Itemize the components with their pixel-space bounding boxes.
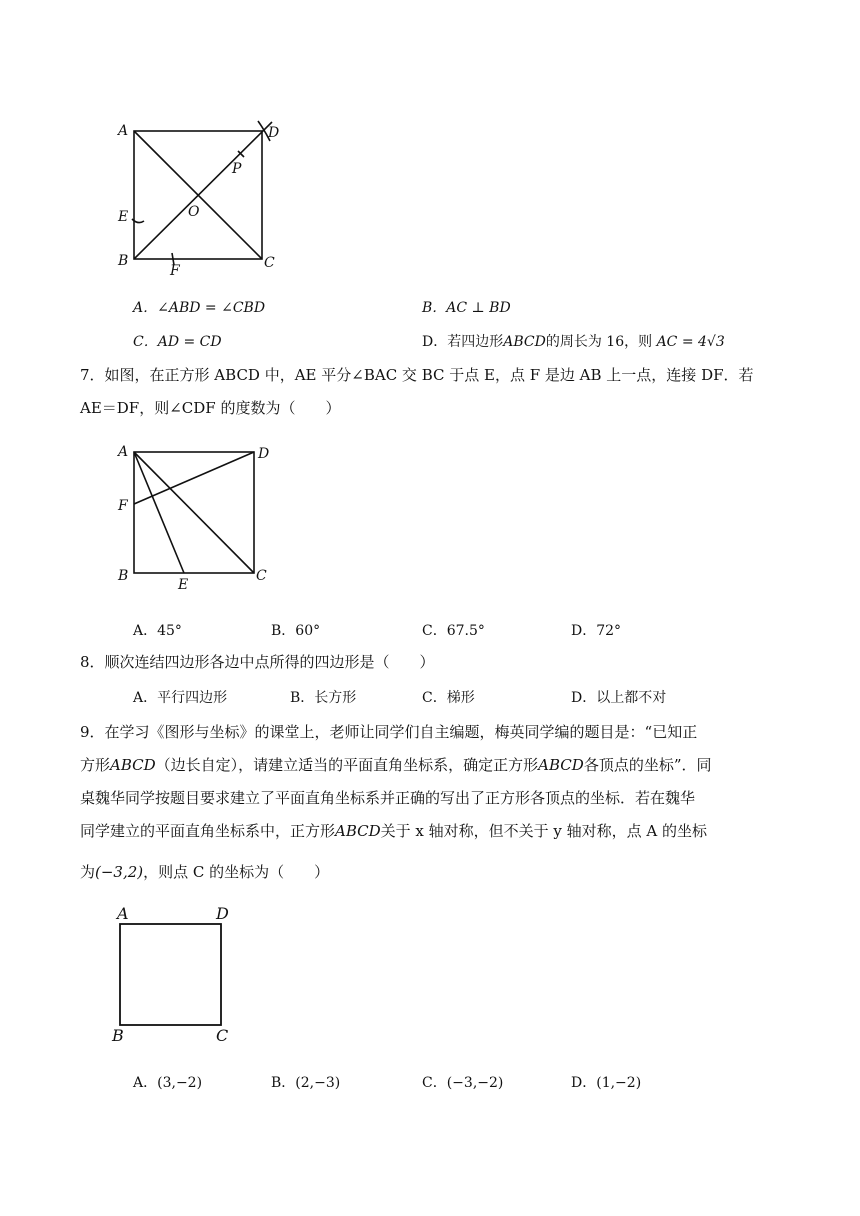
q9-line1: 9．在学习《图形与坐标》的课堂上，老师让同学们自主编题，梅英同学编的题目是：“已知正 bbox=[80, 723, 698, 741]
label-c: C bbox=[256, 568, 267, 584]
label-f: F bbox=[118, 498, 128, 514]
q8-option-b: B．长方形 bbox=[290, 690, 357, 706]
q7-text-line2: AE＝DF，则∠CDF 的度数为（ ） bbox=[80, 399, 341, 417]
diagonal-ac bbox=[134, 452, 254, 573]
label-f: F bbox=[170, 263, 180, 279]
q8-option-d: D．以上都不对 bbox=[571, 690, 667, 706]
q9-option-a: A．(3,−2) bbox=[133, 1075, 203, 1091]
q6-option-a: A．∠ABD = ∠CBD bbox=[133, 300, 266, 316]
q8-option-c: C．梯形 bbox=[422, 690, 475, 706]
q6-option-b: B．AC ⊥ BD bbox=[422, 300, 511, 316]
q9-line2: 方形ABCD（边长自定），请建立适当的平面直角坐标系，确定正方形ABCD各顶点的坐标”．同 bbox=[80, 756, 712, 774]
square-abcd bbox=[120, 924, 221, 1025]
label-b: B bbox=[118, 568, 129, 584]
q9-option-d: D．(1,−2) bbox=[571, 1075, 642, 1091]
q9-option-b: B．(2,−3) bbox=[271, 1075, 341, 1091]
label-p: P bbox=[232, 161, 242, 177]
label-d: D bbox=[268, 125, 280, 141]
label-a: A bbox=[118, 444, 129, 460]
q7-option-b: B．60° bbox=[271, 623, 321, 639]
q6-option-d: D．若四边形ABCD的周长为 16，则 AC = 4√3 bbox=[422, 334, 725, 350]
q7-text-line1: 7．如图，在正方形 ABCD 中，AE 平分∠BAC 交 BC 于点 E，点 F 是边 AB 上一点，连接 DF．若 bbox=[80, 366, 754, 384]
label-o: O bbox=[188, 204, 200, 220]
label-d: D bbox=[258, 446, 270, 462]
q8-text: 8．顺次连结四边形各边中点所得的四边形是（ ） bbox=[80, 653, 435, 671]
segment-ae bbox=[134, 452, 184, 573]
label-e: E bbox=[178, 577, 189, 593]
figure-q6-square bbox=[110, 115, 290, 280]
figure-q7-square bbox=[110, 438, 280, 593]
label-e: E bbox=[118, 209, 129, 225]
q9-line5: 为(−3,2)，则点 C 的坐标为（ ） bbox=[80, 863, 330, 881]
segment-df bbox=[134, 452, 254, 504]
q9-option-c: C．(−3,−2) bbox=[422, 1075, 504, 1091]
label-d: D bbox=[216, 904, 229, 923]
label-a: A bbox=[117, 904, 129, 923]
label-b: B bbox=[118, 253, 129, 269]
q7-option-d: D．72° bbox=[571, 623, 622, 639]
q7-option-a: A．45° bbox=[133, 623, 182, 639]
q9-line4: 同学建立的平面直角坐标系中，正方形ABCD关于 x 轴对称，但不关于 y 轴对称，点 A 的坐标 bbox=[80, 822, 708, 840]
q9-line3: 桌魏华同学按题目要求建立了平面直角坐标系并正确的写出了正方形各顶点的坐标．若在魏华 bbox=[80, 789, 696, 807]
q8-option-a: A．平行四边形 bbox=[133, 690, 228, 706]
diagonal-bd-extended bbox=[134, 122, 272, 259]
label-c: C bbox=[216, 1026, 229, 1045]
label-c: C bbox=[264, 255, 275, 271]
q7-option-c: C．67.5° bbox=[422, 623, 485, 639]
label-b: B bbox=[112, 1026, 124, 1045]
label-a: A bbox=[118, 123, 129, 139]
q6-option-c: C．AD = CD bbox=[133, 334, 222, 350]
figure-q9-square bbox=[108, 902, 243, 1047]
